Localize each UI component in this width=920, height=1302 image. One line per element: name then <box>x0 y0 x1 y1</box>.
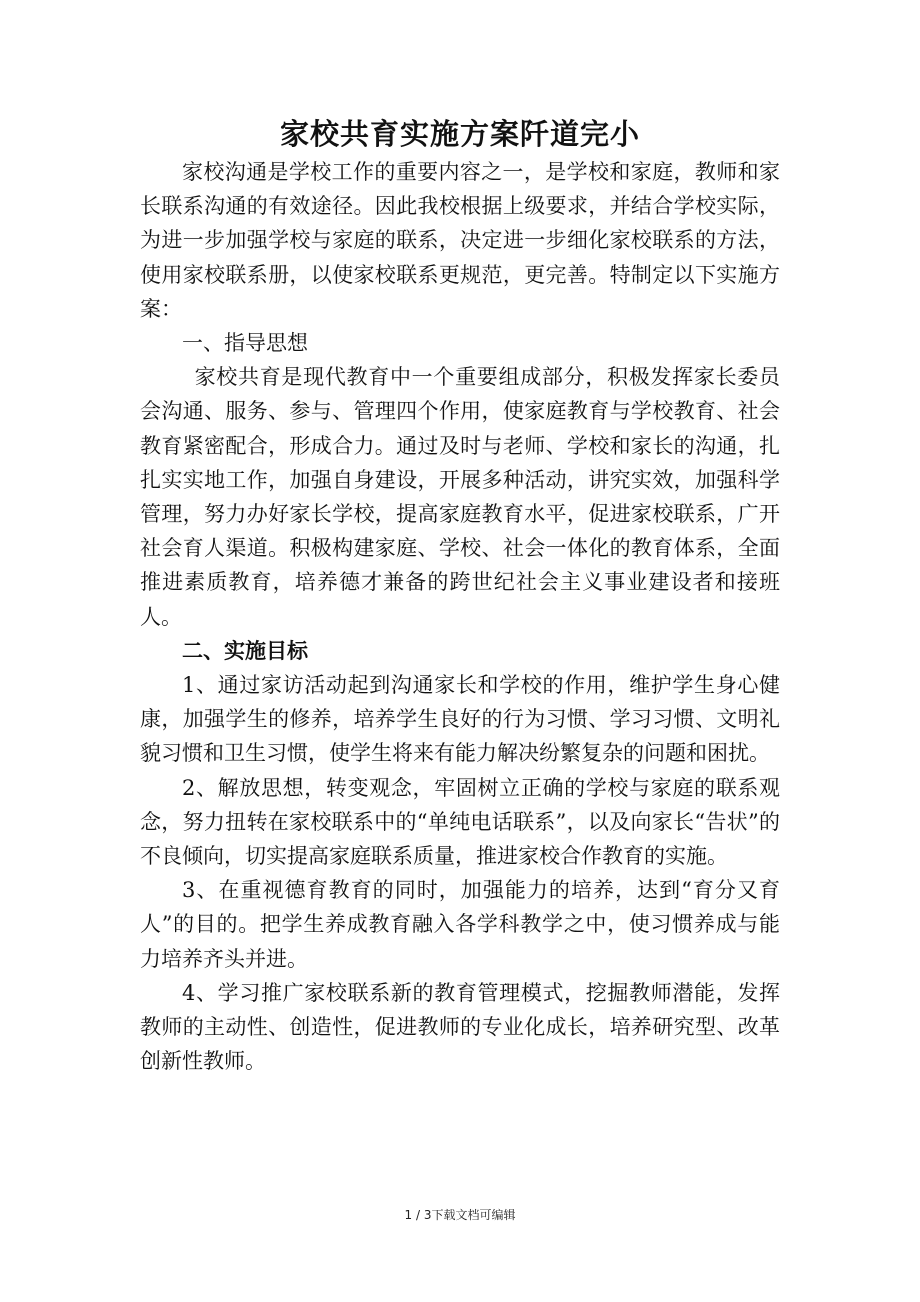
goal-item-3: 3、在重视德育教育的同时，加强能力的培养，达到“育分又育人”的目的。把学生养成教育融入各学科教学之中，使习惯养成与能力培养齐头并进。 <box>140 878 780 971</box>
goal-item-4: 4、学习推广家校联系新的教育管理模式，挖掘教师潜能，发挥教师的主动性、创造性，促进教师的专业化成长，培养研究型、改革创新性教师。 <box>140 980 780 1074</box>
goal-item-2: 2、解放思想，转变观念，牢固树立正确的学校与家庭的联系观念，努力扭转在家校联系中的“单纯电话联系”，以及向家长“告状”的不良倾向，切实提高家庭联系质量，推进家校合作教育的实施。 <box>140 775 780 869</box>
page-footer: 1 / 3下载文档可编辑 <box>404 1208 516 1222</box>
document-body <box>140 155 780 1078</box>
intro-paragraph: 家校沟通是学校工作的重要内容之一，是学校和家庭，教师和家长联系沟通的有效途径。因此我校根据上级要求，并结合学校实际，为进一步加强学校与家庭的联系，决定进一步细化家校联系的方法，使用家校联系册，以使家校联系更规范，更完善。特制定以下实施方案： <box>140 160 780 321</box>
document-title: 家校共育实施方案阡道完小 <box>279 117 640 151</box>
section-heading-goals: 二、实施目标 <box>182 638 308 663</box>
guiding-ideology-paragraph: 家校共育是现代教育中一个重要组成部分，积极发挥家长委员会沟通、服务、参与、管理四个作用，使家庭教育与学校教育、社会教育紧密配合，形成合力。通过及时与老师、学校和家长的沟通，扎扎实实地工作，加强自身建设，开展多种活动，讲究实效，加强科学管理，努力办好家长学校，提高家庭教育水平，促进家校联系，广开社会育人渠道。积极构建家庭、学校、社会一体化的教育体系，全面推进素质教育，培养德才兼备的跨世纪社会主义事业建设者和接班人。 <box>140 365 780 629</box>
goal-item-1: 1、通过家访活动起到沟通家长和学校的作用，维护学生身心健康，加强学生的修养，培养学生良好的行为习惯、学习习惯、文明礼貌习惯和卫生习惯，使学生将来有能力解决纷繁复杂的问题和困扰。 <box>140 673 780 766</box>
section-heading-guiding-ideology: 一、指导思想 <box>182 331 308 356</box>
